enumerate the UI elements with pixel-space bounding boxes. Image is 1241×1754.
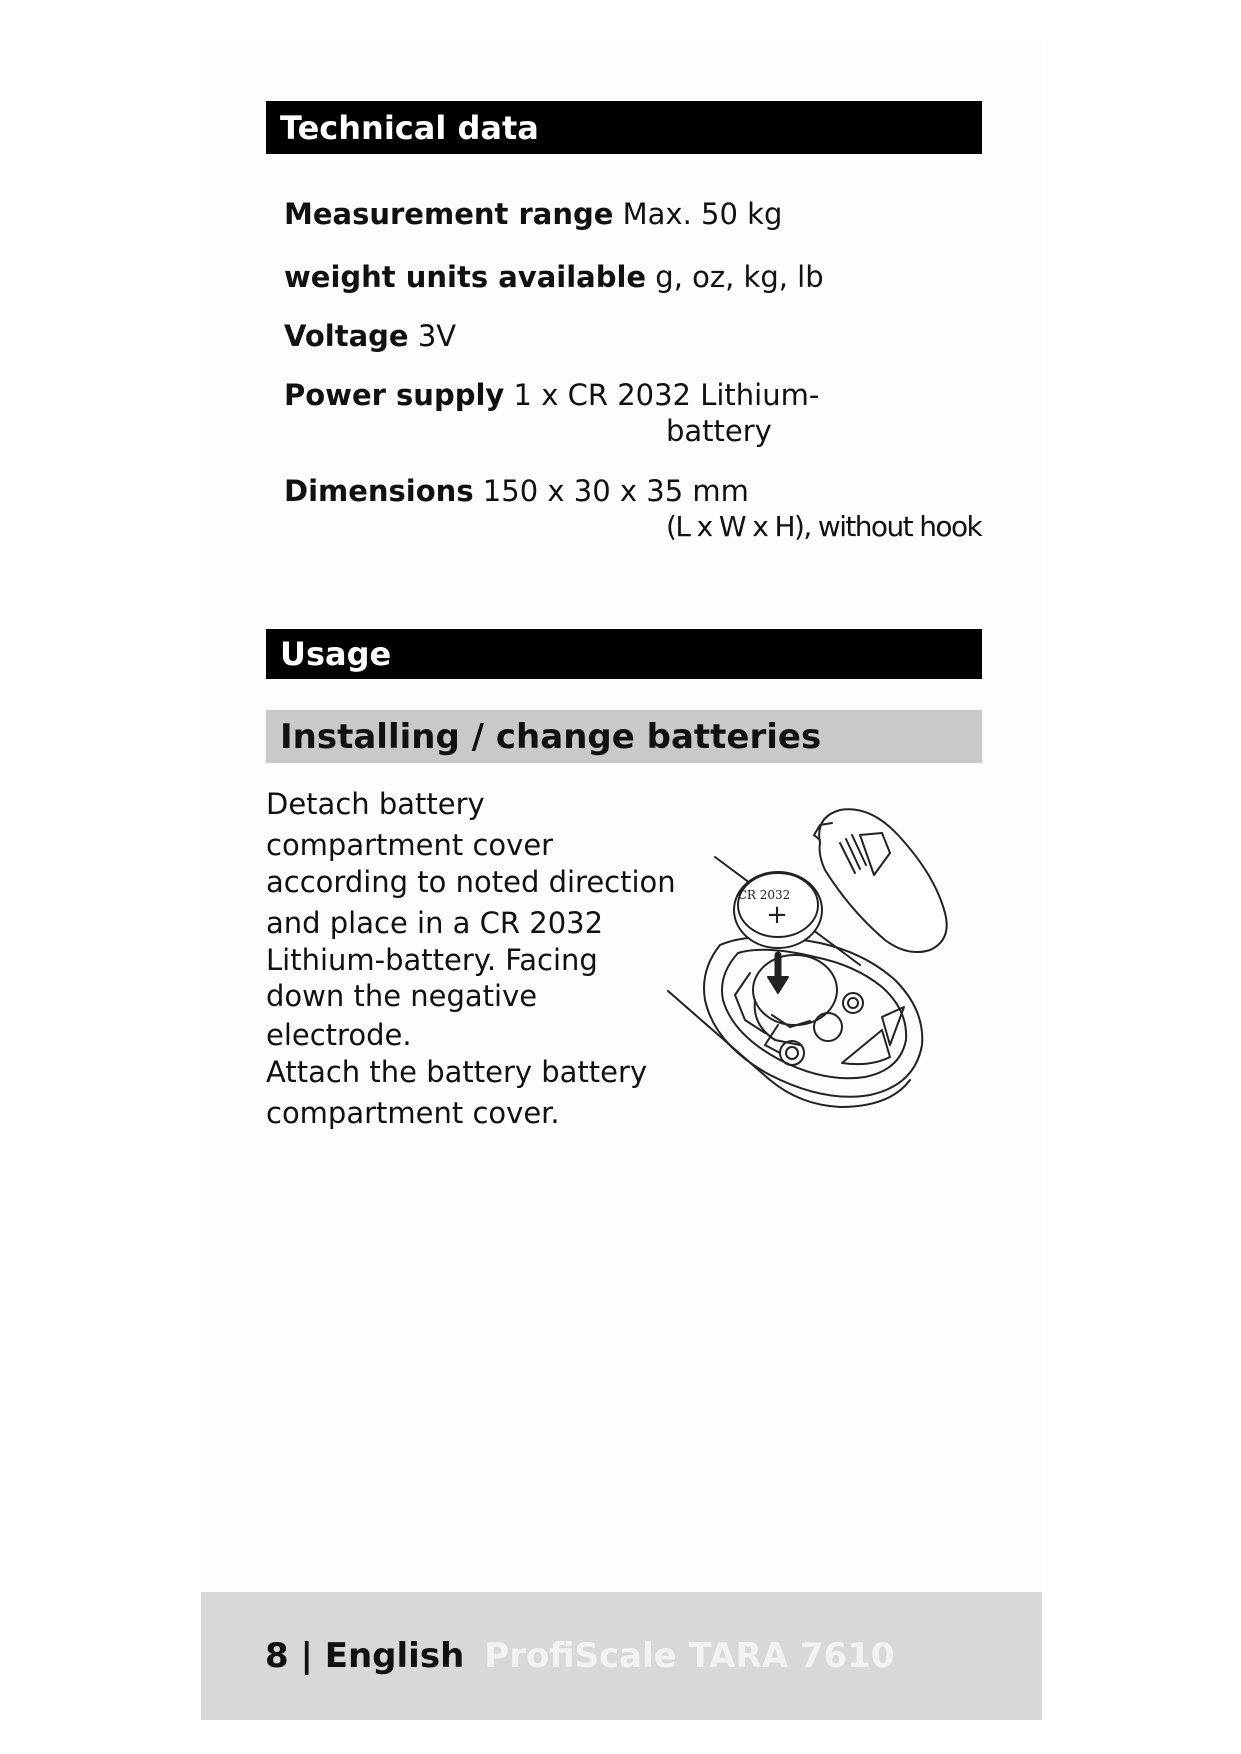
spec-value: 150 x 30 x 35 mm xyxy=(482,474,749,508)
instruction-line: and place in a CR 2032 xyxy=(266,906,604,940)
spec-power-supply-cont: battery xyxy=(666,414,772,448)
battery-label: CR 2032 xyxy=(737,888,791,902)
technical-data-heading: Technical data xyxy=(266,101,982,154)
spec-label: Measurement range xyxy=(284,197,614,231)
instruction-line: Attach the battery battery xyxy=(266,1055,648,1089)
battery-polarity: + xyxy=(766,900,788,930)
instruction-line: electrode. xyxy=(266,1018,412,1052)
instruction-line: compartment cover xyxy=(266,828,554,862)
spec-voltage xyxy=(284,318,456,354)
batteries-heading: Installing / change batteries xyxy=(266,710,982,763)
spec-value: g, oz, kg, lb xyxy=(655,260,824,294)
battery-installation-illustration xyxy=(660,795,990,1135)
page-footer xyxy=(201,1592,1042,1720)
instruction-line: Detach battery xyxy=(266,787,485,821)
page-number-language: 8 | English xyxy=(265,1636,465,1676)
spec-weight-units xyxy=(284,259,824,295)
spec-label: Dimensions xyxy=(284,474,474,508)
spec-value: 1 x CR 2032 Lithium- xyxy=(513,378,820,412)
product-name: ProfiScale TARA 7610 xyxy=(484,1636,895,1676)
spec-value: Max. 50 kg xyxy=(622,197,783,231)
instruction-line: Lithium-battery. Facing xyxy=(266,943,598,977)
instruction-line: down the negative xyxy=(266,979,538,1013)
spec-label: weight units available xyxy=(284,260,647,294)
spec-measurement-range xyxy=(284,196,782,232)
spec-value: 3V xyxy=(417,319,457,353)
spec-dimensions-cont: (L x W x H), without hook xyxy=(666,510,982,543)
usage-heading: Usage xyxy=(266,629,982,679)
instruction-line: according to noted direction xyxy=(266,865,676,899)
spec-dimensions xyxy=(284,473,749,509)
spec-power-supply xyxy=(284,377,819,413)
instruction-line: compartment cover. xyxy=(266,1096,560,1130)
spec-label: Power supply xyxy=(284,378,505,412)
spec-label: Voltage xyxy=(284,319,409,353)
